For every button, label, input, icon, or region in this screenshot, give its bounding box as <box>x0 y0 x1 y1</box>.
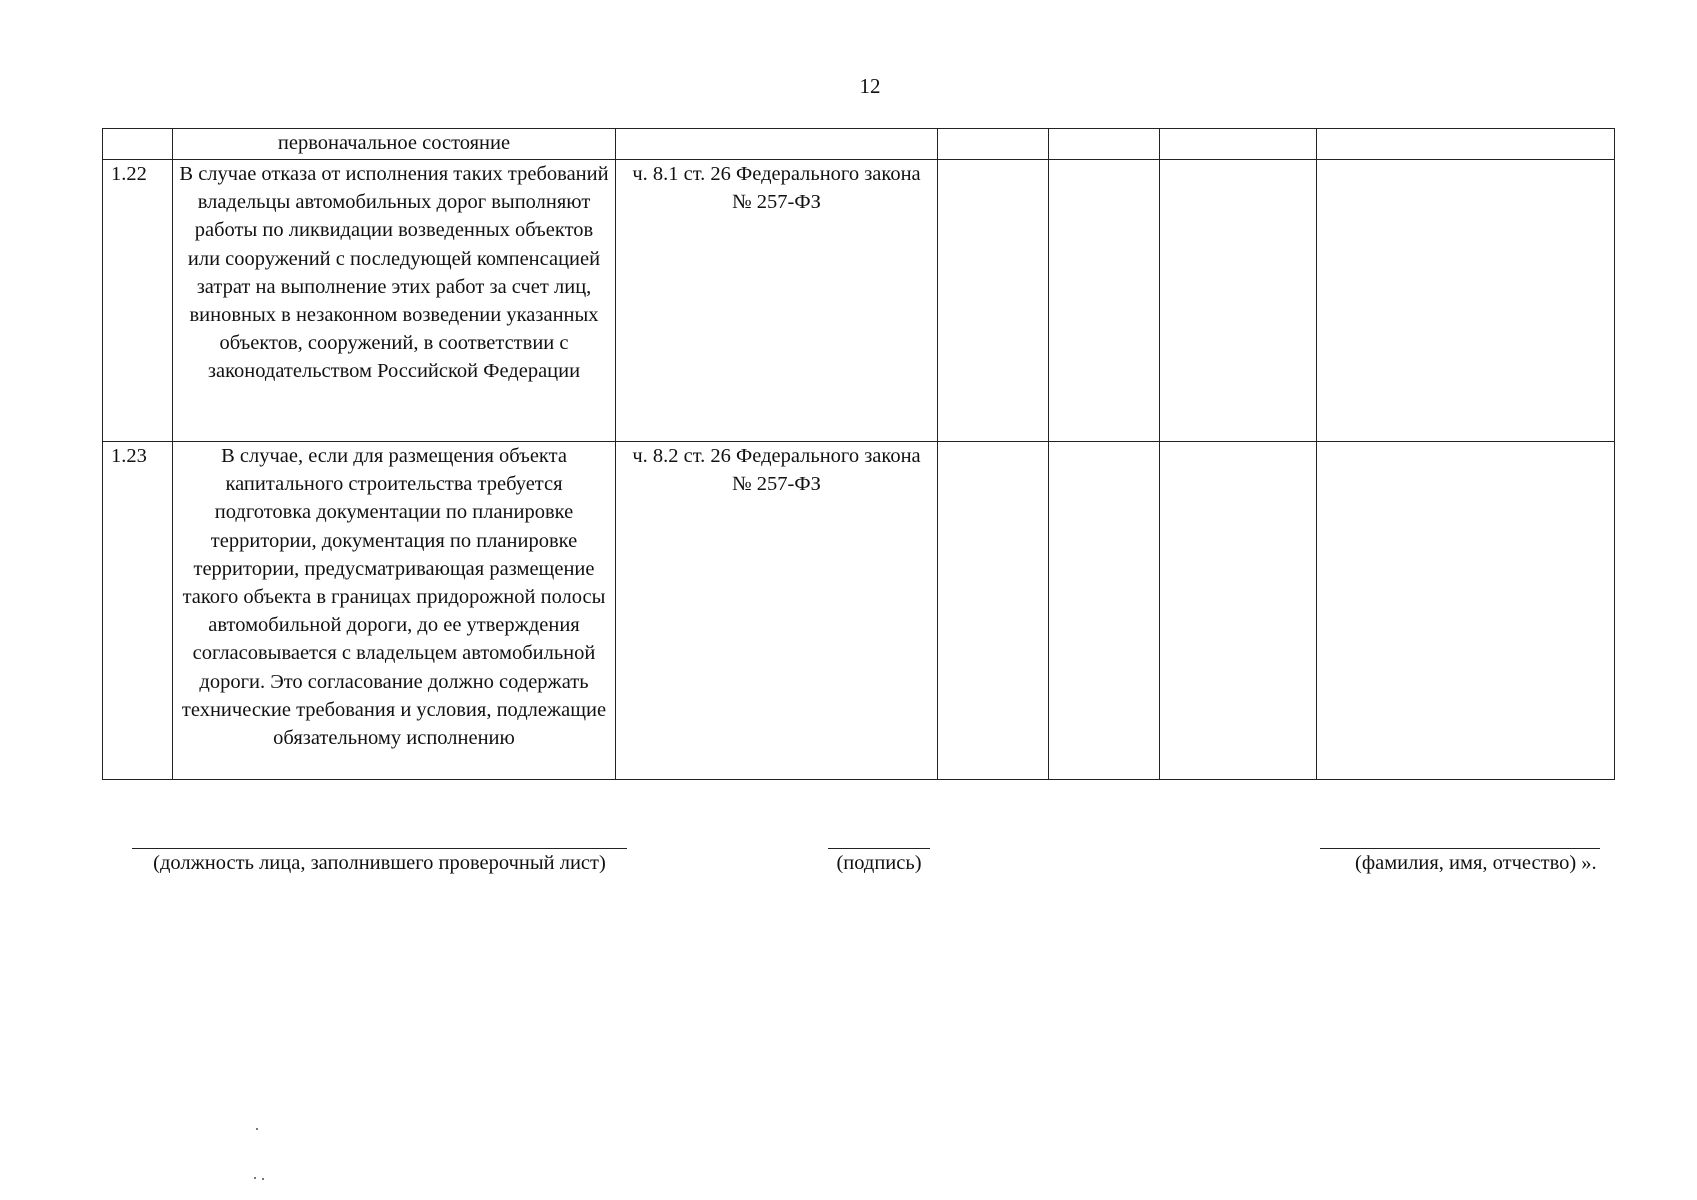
legal-basis-cell <box>616 129 938 160</box>
answer-yes-cell <box>938 160 1049 442</box>
row-number-cell: 1.22 <box>103 160 173 442</box>
legal-basis-cell: ч. 8.1 ст. 26 Федерального закона № 257-ФЗ <box>616 160 938 442</box>
table-row-continuation <box>103 129 1615 160</box>
checklist-table <box>102 128 1615 780</box>
position-signature-block <box>132 848 627 875</box>
scan-speck <box>254 1177 256 1179</box>
note-cell <box>1317 442 1615 780</box>
answer-no-cell <box>1049 160 1160 442</box>
note-cell <box>1317 160 1615 442</box>
answer-no-cell <box>1049 129 1160 160</box>
answer-yes-cell <box>938 129 1049 160</box>
position-line <box>132 848 627 849</box>
table-row <box>103 442 1615 780</box>
answer-yes-cell <box>938 442 1049 780</box>
page-number: 12 <box>859 74 881 98</box>
name-signature-block <box>1320 848 1600 875</box>
requirement-cell: В случае, если для размещения объекта капитального строительства требуется подготовка документации по планировке территории, документация по планировке территории, предусматривающая размещение такого объекта в границах придорожной полосы автомобильной дороги, до ее утверждения согласовывается с владельцем автомобильной дороги. Это согласование должно содержать технические требования и условия, подлежащие обязательному исполнению <box>173 442 616 780</box>
answer-not-applicable-cell <box>1160 442 1317 780</box>
requirement-cell: первоначальное состояние <box>173 129 616 160</box>
answer-no-cell <box>1049 442 1160 780</box>
note-cell <box>1317 129 1615 160</box>
name-caption: (фамилия, имя, отчество) ». <box>1355 852 1597 874</box>
row-number-cell: 1.23 <box>103 442 173 780</box>
row-number-cell <box>103 129 173 160</box>
position-caption: (должность лица, заполнившего проверочный лист) <box>153 852 606 874</box>
scan-speck <box>262 1178 264 1180</box>
name-line <box>1320 848 1600 849</box>
answer-not-applicable-cell <box>1160 160 1317 442</box>
legal-basis-cell: ч. 8.2 ст. 26 Федерального закона № 257-ФЗ <box>616 442 938 780</box>
signature-block <box>828 848 930 875</box>
answer-not-applicable-cell <box>1160 129 1317 160</box>
signature-section <box>0 848 1697 908</box>
table-row <box>103 160 1615 442</box>
signature-line <box>828 848 930 849</box>
signature-caption: (подпись) <box>836 852 922 874</box>
requirement-cell: В случае отказа от исполнения таких требований владельцы автомобильных дорог выполняют работы по ликвидации возведенных объектов или сооружений с последующей компенсацией затрат на выполнение этих работ за счет лиц, виновных в незаконном возведении указанных объектов, сооружений, в соответствии с законодательством Российской Федерации <box>173 160 616 442</box>
scan-speck <box>256 1128 258 1130</box>
